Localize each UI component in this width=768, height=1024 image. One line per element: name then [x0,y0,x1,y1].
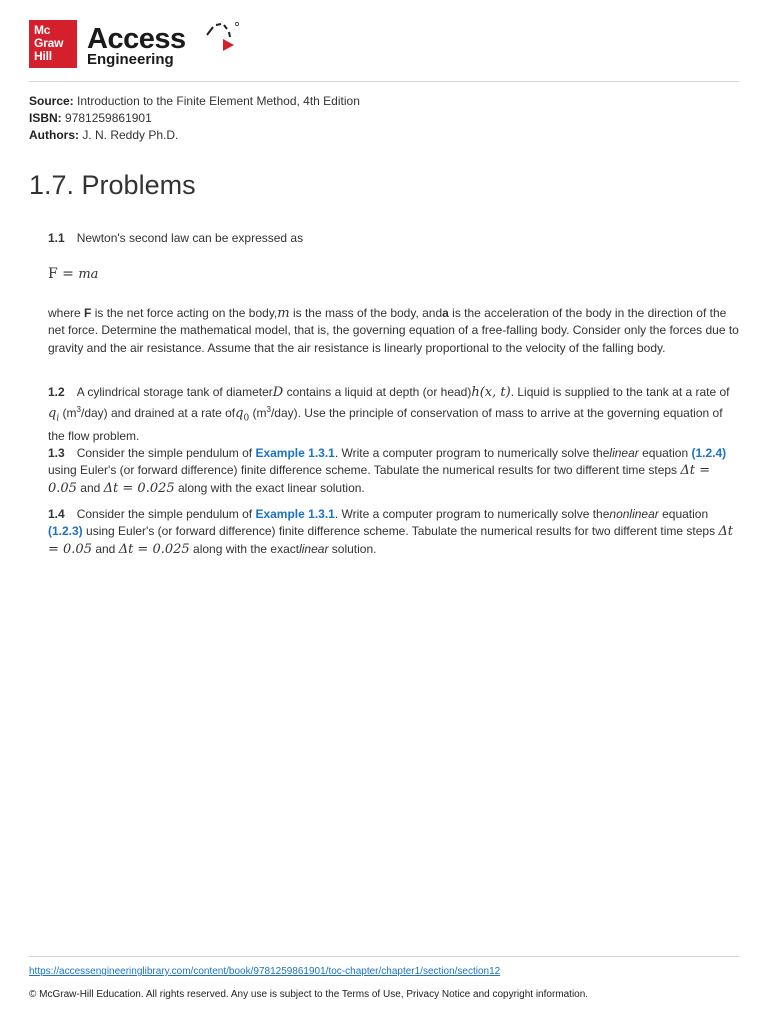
problem-number: 1.2 [48,385,65,399]
text-segment: A cylindrical storage tank of diameter [76,385,273,399]
math-sub-i: i [56,413,60,424]
superscript-3: 3 [266,405,271,415]
access-engineering-logo[interactable] [87,24,186,68]
book-metadata [29,93,360,144]
text-segment: contains a liquid at depth (or head) [283,385,472,399]
text-segment: where [48,306,85,320]
play-arrow-icon [203,21,243,61]
eq-lhs: F [48,266,58,282]
emphasis-linear: linear [609,446,639,460]
problem-1-4 [48,506,740,558]
text-segment: (m [249,406,267,421]
superscript-3: 3 [76,405,81,415]
source-label: Source: [29,94,74,108]
authors-label: Authors: [29,128,79,142]
problem-1-2 [48,384,740,446]
eq-rhs: ma [78,267,99,282]
text-segment: is the mass of the body, and [289,306,443,320]
math-sub-0: 0 [243,413,250,424]
bold-F: F [84,306,92,320]
text-segment: using Euler's (or forward difference) finite difference scheme. Tabulate the numerical results for two different time steps [48,463,681,478]
math-dt-005: Δt = 0.05 [48,524,734,557]
math-D: D [272,385,284,400]
problem-1-3 [48,445,740,497]
bold-a: a [442,306,449,320]
logo-line-graw: Graw [34,36,64,50]
mcgraw-hill-logo[interactable] [29,20,77,68]
newton-equation [48,266,740,283]
emphasis-linear: linear [299,541,329,556]
footer-divider [29,956,739,957]
text-segment: /day) and drained at a rate of [81,406,236,421]
example-1-3-1-link[interactable]: Example 1.3.1 [255,507,335,521]
text-segment: along with the exact linear solution. [174,480,365,495]
text-segment: /day). Use the principle of conservation of mass to arrive at the governing equation of the flow problem. [48,406,723,444]
emphasis-nonlinear: nonlinear [609,507,659,521]
source-value: Introduction to the Finite Element Method, 4th Edition [77,94,360,108]
site-header [29,20,739,82]
math-q: q [235,406,244,422]
text-segment: solution. [328,541,377,556]
problem-number: 1.1 [48,231,65,245]
text-segment: equation [658,507,709,521]
isbn-line [29,110,360,127]
source-line [29,93,360,110]
logo-line-hill: Hill [34,49,52,63]
equation-1-2-3-link[interactable]: (1.2.3) [48,524,83,539]
text-segment: . Liquid is supplied to the tank at a rate of [510,385,730,399]
text-segment: is the acceleration of the body in the direction of the net force. Determine the mathematical model, that is, the governing equation of a free-falling body. Consider only the forces due to gravity and the air resistance. Assume that the air resistance is linearly proportional to the velocity of the falling body. [48,306,739,355]
text-segment: using Euler's (or forward difference) finite difference scheme. Tabulate the numerical results for two different time steps [82,524,719,539]
eq-op: = [57,266,79,282]
page-title: 1.7. Problems [29,170,196,200]
equation-1-2-4-link[interactable]: (1.2.4) [691,446,727,460]
math-m: m [277,306,290,321]
text-segment: and [91,541,119,556]
text-segment: equation [638,446,692,460]
authors-line [29,127,360,144]
brand-subtitle: Engineering [87,51,174,68]
math-dt-0025: Δt = 0.025 [103,480,175,496]
problem-number: 1.4 [48,507,65,521]
isbn-label: ISBN: [29,111,62,125]
text-segment: . Write a computer program to numerically solve the [334,507,610,521]
header-divider [29,81,739,82]
brand-name: Access [87,23,186,55]
text-segment: . Write a computer program to numerically solve the [334,446,610,460]
copyright-notice: © McGraw-Hill Education. All rights reserved. Any use is subject to the Terms of Use, Privacy Notice and copyright information. [29,989,589,1000]
page-url-link[interactable]: https://accessengineeringlibrary.com/content/book/9781259861901/toc-chapter/chapter1/section/section12 [29,966,501,977]
problem-text: Newton's second law can be expressed as [76,231,304,245]
text-segment: is the net force acting on the body, [91,306,278,320]
logo-line-mc: Mc [34,23,51,37]
text-segment: (m [59,406,77,421]
authors-value: J. N. Reddy Ph.D. [82,128,179,142]
problem-number: 1.3 [48,446,65,460]
text-segment: Consider the simple pendulum of [76,446,256,460]
example-1-3-1-link[interactable]: Example 1.3.1 [255,446,335,460]
isbn-value: 9781259861901 [65,111,152,125]
text-segment: along with the exact [189,541,300,556]
text-segment: Consider the simple pendulum of [76,507,256,521]
math-h: h(x, t) [471,385,511,400]
math-q: q [48,406,57,422]
problem-1-1-text [48,305,740,357]
problem-1-1-intro [48,230,740,247]
math-dt-005: Δt = 0.05 [48,463,711,496]
math-dt-0025: Δt = 0.025 [118,541,190,557]
text-segment: and [76,480,104,495]
